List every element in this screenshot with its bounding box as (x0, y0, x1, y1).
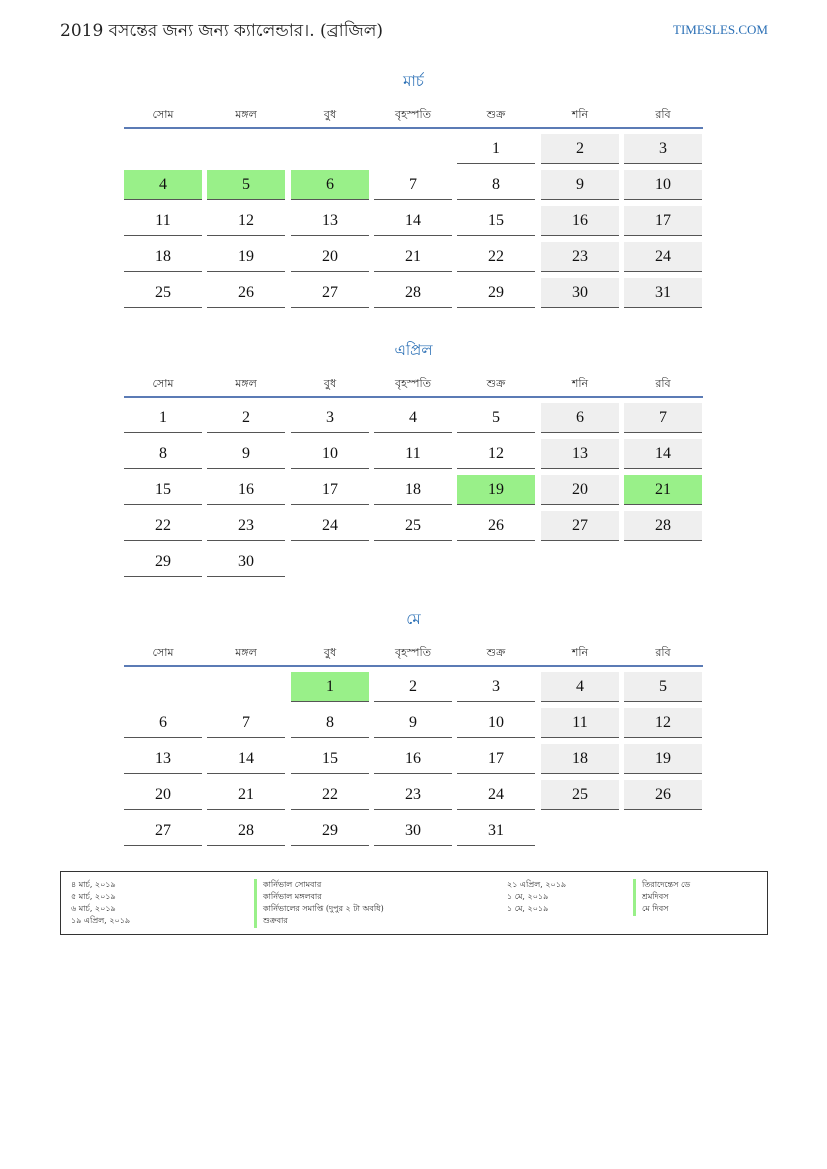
weekday-label: শনি (571, 377, 589, 390)
day-cell: 10 (624, 170, 702, 200)
day-cell: 8 (457, 170, 535, 200)
weekday-label: সোম (152, 377, 174, 390)
legend-holiday-name: কার্নিভাল সোমবার (254, 879, 321, 892)
legend-date: ১ মে, ২০১৯ (507, 892, 549, 901)
weekday-label: মঙ্গল (235, 108, 257, 121)
day-cell: 1 (124, 403, 202, 433)
day-cell: 11 (124, 206, 202, 236)
day-cell: 15 (457, 206, 535, 236)
day-cell: 27 (541, 511, 619, 541)
month-title: মে (406, 610, 421, 628)
day-cell: 28 (374, 278, 452, 308)
day-cell: 9 (207, 439, 285, 469)
day-cell: 6 (124, 708, 202, 738)
day-cell: 5 (457, 403, 535, 433)
day-cell: 31 (624, 278, 702, 308)
page-header (60, 18, 768, 44)
day-cell: 3 (457, 672, 535, 702)
day-cell: 9 (374, 708, 452, 738)
weekday-label: বৃহস্পতি (395, 108, 431, 121)
day-cell: 21 (374, 242, 452, 272)
day-cell: 30 (374, 816, 452, 846)
weekday-label: শনি (571, 108, 589, 121)
day-cell: 11 (541, 708, 619, 738)
day-cell: 27 (124, 816, 202, 846)
day-cell: 23 (207, 511, 285, 541)
day-cell: 18 (124, 242, 202, 272)
day-cell: 15 (124, 475, 202, 505)
day-cell: 24 (291, 511, 369, 541)
day-cell: 27 (291, 278, 369, 308)
day-cell: 29 (124, 547, 202, 577)
day-cell: 30 (541, 278, 619, 308)
header-divider (124, 665, 703, 667)
day-cell: 2 (207, 403, 285, 433)
day-cell: 8 (291, 708, 369, 738)
weekday-label: মঙ্গল (235, 377, 257, 390)
month-title: এপ্রিল (394, 341, 433, 359)
legend-date: ১৯ এপ্রিল, ২০১৯ (71, 916, 131, 925)
day-cell: 15 (291, 744, 369, 774)
day-cell: 12 (457, 439, 535, 469)
day-cell: 7 (624, 403, 702, 433)
legend-date: ৫ মার্চ, ২০১৯ (71, 892, 116, 901)
day-cell: 23 (541, 242, 619, 272)
day-cell: 26 (457, 511, 535, 541)
weekday-header-row (124, 106, 703, 122)
day-cell: 7 (207, 708, 285, 738)
day-cell: 30 (207, 547, 285, 577)
day-cell: 22 (291, 780, 369, 810)
weekday-label: সোম (152, 108, 174, 121)
weekday-label: শুক্র (486, 646, 506, 659)
day-cell: 19 (624, 744, 702, 774)
day-cell: 17 (457, 744, 535, 774)
day-cell: 10 (457, 708, 535, 738)
weekday-header-row (124, 375, 703, 391)
legend-holiday-name: শ্রমদিবস (633, 891, 669, 904)
day-cell: 6 (541, 403, 619, 433)
day-cell: 20 (124, 780, 202, 810)
holiday-day-cell: 5 (207, 170, 285, 200)
day-cell: 18 (541, 744, 619, 774)
day-cell: 12 (624, 708, 702, 738)
day-cell: 17 (291, 475, 369, 505)
day-cell: 5 (624, 672, 702, 702)
weekday-label: রবি (655, 377, 671, 390)
weekday-label: বুধ (323, 377, 337, 390)
day-cell: 16 (374, 744, 452, 774)
holiday-legend (60, 871, 768, 935)
day-cell: 1 (457, 134, 535, 164)
legend-date: ৪ মার্চ, ২০১৯ (71, 880, 116, 889)
weekday-label: বৃহস্পতি (395, 646, 431, 659)
legend-date: ১ মে, ২০১৯ (507, 904, 549, 913)
day-cell: 7 (374, 170, 452, 200)
weekday-label: শনি (571, 646, 589, 659)
day-cell: 28 (207, 816, 285, 846)
holiday-day-cell: 6 (291, 170, 369, 200)
month-title: মার্চ (403, 72, 424, 90)
day-cell: 18 (374, 475, 452, 505)
day-cell: 13 (124, 744, 202, 774)
day-cell: 3 (624, 134, 702, 164)
weekday-header-row (124, 644, 703, 660)
weekday-label: মঙ্গল (235, 646, 257, 659)
day-cell: 29 (291, 816, 369, 846)
day-cell: 2 (374, 672, 452, 702)
day-cell: 16 (207, 475, 285, 505)
day-cell: 12 (207, 206, 285, 236)
holiday-day-cell: 1 (291, 672, 369, 702)
day-cell: 22 (124, 511, 202, 541)
page-title: 2019 বসন্তের জন্য জন্য ক্যালেন্ডার।. (ব্রাজিল) (60, 21, 384, 41)
day-cell: 11 (374, 439, 452, 469)
day-cell: 24 (624, 242, 702, 272)
weekday-label: শুক্র (486, 108, 506, 121)
day-cell: 14 (207, 744, 285, 774)
day-cell: 22 (457, 242, 535, 272)
day-cell: 29 (457, 278, 535, 308)
day-cell: 14 (624, 439, 702, 469)
weekday-label: বুধ (323, 108, 337, 121)
day-cell: 13 (291, 206, 369, 236)
day-cell: 25 (541, 780, 619, 810)
day-cell: 28 (624, 511, 702, 541)
legend-holiday-name: মে দিবস (633, 903, 668, 916)
weekday-label: সোম (152, 646, 174, 659)
day-cell: 4 (541, 672, 619, 702)
day-cell: 14 (374, 206, 452, 236)
weekday-label: রবি (655, 108, 671, 121)
day-cell: 17 (624, 206, 702, 236)
legend-holiday-name: শুক্রবার (254, 915, 288, 928)
holiday-day-cell: 19 (457, 475, 535, 505)
header-divider (124, 127, 703, 129)
day-cell: 20 (291, 242, 369, 272)
day-cell: 16 (541, 206, 619, 236)
day-cell: 4 (374, 403, 452, 433)
day-cell: 26 (207, 278, 285, 308)
legend-date: ২১ এপ্রিল, ২০১৯ (507, 880, 567, 889)
day-cell: 2 (541, 134, 619, 164)
site-link[interactable]: TIMESLES.COM (673, 22, 768, 37)
day-cell: 25 (374, 511, 452, 541)
day-cell: 13 (541, 439, 619, 469)
day-cell: 20 (541, 475, 619, 505)
day-cell: 25 (124, 278, 202, 308)
day-cell: 31 (457, 816, 535, 846)
weekday-label: শুক্র (486, 377, 506, 390)
legend-holiday-name: কার্নিভালের সমাপ্তি (দুপুর ২ টা অবধি) (254, 903, 384, 916)
day-cell: 19 (207, 242, 285, 272)
legend-holiday-name: তিরাদেন্তেস ডে (633, 879, 690, 892)
weekday-label: রবি (655, 646, 671, 659)
legend-holiday-name: কার্নিভাল মঙ্গলবার (254, 891, 322, 904)
day-cell: 26 (624, 780, 702, 810)
weekday-label: বৃহস্পতি (395, 377, 431, 390)
day-cell: 3 (291, 403, 369, 433)
weekday-label: বুধ (323, 646, 337, 659)
day-cell: 10 (291, 439, 369, 469)
holiday-day-cell: 4 (124, 170, 202, 200)
day-cell: 23 (374, 780, 452, 810)
day-cell: 21 (207, 780, 285, 810)
day-cell: 24 (457, 780, 535, 810)
holiday-day-cell: 21 (624, 475, 702, 505)
header-divider (124, 396, 703, 398)
legend-date: ৬ মার্চ, ২০১৯ (71, 904, 116, 913)
day-cell: 9 (541, 170, 619, 200)
day-cell: 8 (124, 439, 202, 469)
